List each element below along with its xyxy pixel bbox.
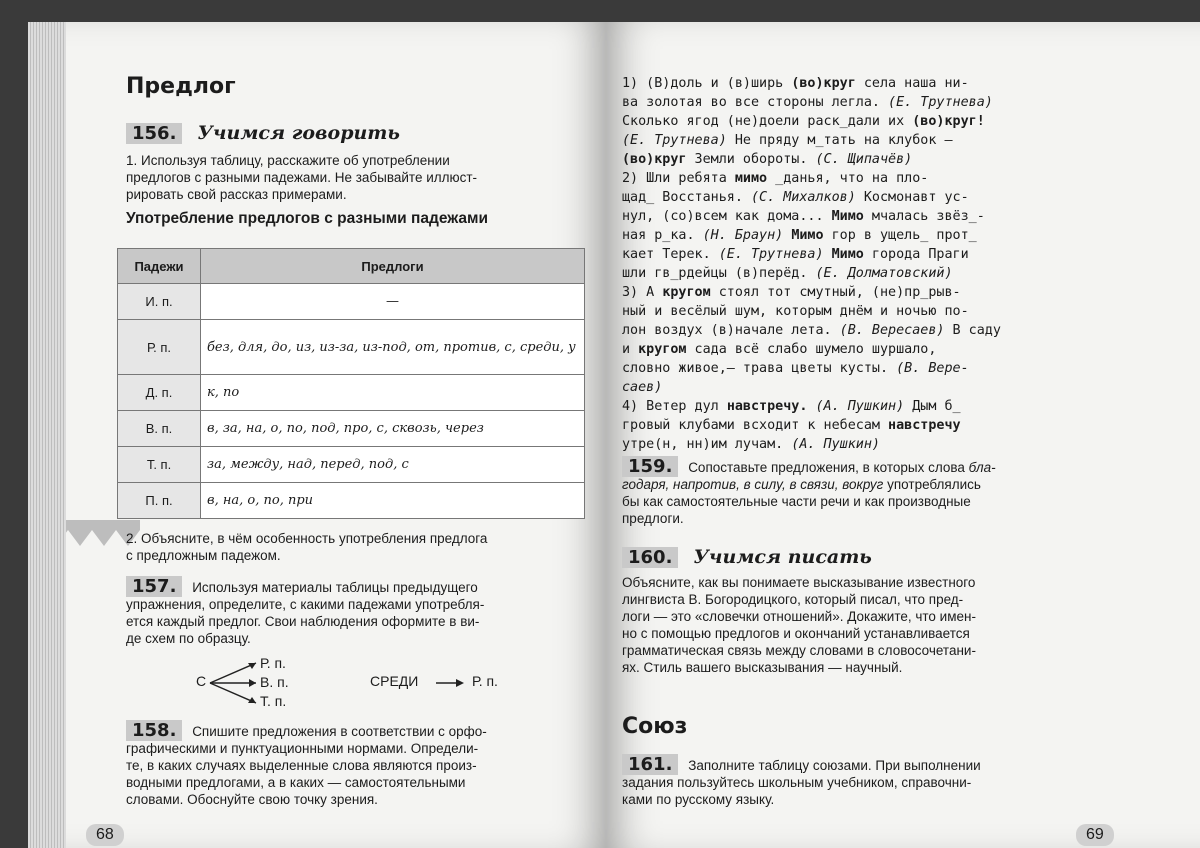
text-line: бы как самостоятельные части речи и как производные	[622, 494, 971, 509]
text-line: 2. Объясните, в чём особенность употребления предлога	[126, 531, 488, 546]
text-line: грамматическая связь между словами в словосочетани-	[622, 643, 976, 658]
section-heading: Союз	[622, 714, 688, 739]
preps-cell: в, за, на, о, по, под, про, с, сквозь, через	[201, 411, 585, 447]
case-cell: П. п.	[118, 483, 201, 519]
case-cell: Д. п.	[118, 375, 201, 411]
text-line: но с помощью предлогов и окончаний устанавливается	[622, 626, 970, 641]
scheme-case: В. п.	[260, 674, 289, 690]
exercise-161	[622, 756, 1077, 808]
text-line: предлоги.	[622, 511, 684, 526]
col-header-preps: Предлоги	[201, 249, 585, 284]
preps-cell: к, по	[201, 375, 585, 411]
sentence-line: шли гв_рдейцы (в)перёд. (Е. Долматовский)	[622, 266, 953, 281]
exercise-157	[126, 578, 586, 647]
scheme-arrows	[208, 655, 260, 711]
sentence-line: ная р_ка. (Н. Браун) Мимо гор в ущель_ прот_	[622, 228, 977, 243]
page-edges	[28, 22, 66, 848]
case-cell: Р. п.	[118, 320, 201, 375]
preps-cell: —	[201, 284, 585, 320]
text-line: лингвиста В. Богородицкого, который писал, что пред-	[622, 592, 964, 607]
text-line: предлогов с разными падежами. Не забывайте иллюст-	[126, 170, 478, 185]
case-cell: В. п.	[118, 411, 201, 447]
exercise-number: 156.	[126, 123, 182, 144]
sentence-line: кает Терек. (Е. Трутнева) Мимо города Праги	[622, 247, 969, 262]
table-title: Употребление предлогов с разными падежами	[126, 210, 489, 227]
text-line: ях. Стиль вашего высказывания — научный.	[622, 660, 903, 675]
case-cell: Т. п.	[118, 447, 201, 483]
exercise-159	[622, 458, 1077, 527]
sentence-line: лон воздух (в)начале лета. (В. Вересаев) В саду	[622, 323, 1001, 338]
text-line: графическими и пунктуационными нормами. Определи-	[126, 741, 479, 756]
page-number: 68	[86, 824, 124, 846]
table-row	[118, 320, 585, 375]
table-row	[118, 375, 585, 411]
sentence-line: Сколько ягод (не)доели раск_дали их (во)круг!	[622, 114, 985, 129]
exercise-158	[126, 722, 586, 808]
sentence-line: 2) Шли ребята мимо _данья, что на пло-	[622, 171, 929, 186]
preps-cell: в, на, о, по, при	[201, 483, 585, 519]
sentence-line: ный и весёлый шум, которым днём и ночью по-	[622, 304, 969, 319]
scheme-prep: С	[196, 673, 207, 689]
table-row	[118, 284, 585, 320]
table-row	[118, 411, 585, 447]
table-row	[118, 483, 585, 519]
text-line: рировать свой рассказ примерами.	[126, 187, 347, 202]
text-line: упражнения, определите, с какими падежами употребля-	[126, 597, 485, 612]
sentence-line: 3) А кругом стоял тот смутный, (не)пр_рыв-	[622, 285, 961, 300]
exercise-number: 157.	[126, 576, 182, 597]
sentence-line: утре(н, нн)им лучам. (А. Пушкин)	[622, 437, 880, 452]
text-line: Заполните таблицу союзами. При выполнении	[688, 758, 981, 773]
scheme-case: Р. п.	[472, 673, 498, 689]
text-line: ками по русскому языку.	[622, 792, 775, 807]
case-cell: И. п.	[118, 284, 201, 320]
exercise-156-text	[126, 152, 586, 203]
exercise-158-sentences	[622, 74, 1077, 454]
page-number: 69	[1076, 824, 1114, 846]
text-line: водными предлогами, а в каких — самостоятельными	[126, 775, 466, 790]
preps-cell: без, для, до, из, из-за, из-под, от, против, с, среди, у	[201, 320, 585, 375]
sentence-line: (Е. Трутнева) Не пряду м_тать на клубок —	[622, 133, 953, 148]
table-header-row	[118, 249, 585, 284]
text-line: задания пользуйтесь школьным учебником, справочни-	[622, 775, 972, 790]
text-line: Спишите предложения в соответствии с орфо-	[192, 724, 487, 739]
table-row	[118, 447, 585, 483]
exercise-number: 158.	[126, 720, 182, 741]
sentence-line: (во)круг Земли обороты. (С. Щипачёв)	[622, 152, 913, 167]
text-line: логи — это «словечки отношений». Докажите, что имен-	[622, 609, 976, 624]
scheme-case: Т. п.	[260, 693, 287, 709]
exercise-title: Учимся писать	[693, 546, 872, 568]
exercise-160-header	[622, 546, 872, 568]
text-line: 1. Используя таблицу, расскажите об употреблении	[126, 153, 450, 168]
text-line: ется каждый предлог. Свои наблюдения оформите в ви-	[126, 614, 480, 629]
case-scheme	[190, 655, 530, 713]
exercise-number: 160.	[622, 547, 678, 568]
exercise-number: 159.	[622, 456, 678, 477]
sentence-line: 4) Ветер дул навстречу. (А. Пушкин) Дым б_	[622, 399, 961, 414]
text-line: Используя материалы таблицы предыдущего	[192, 580, 478, 595]
sentence-line: гровый клубами всходит к небесам навстречу	[622, 418, 961, 433]
text-line: те, в каких случаях выделенные слова являются произ-	[126, 758, 477, 773]
section-heading: Предлог	[126, 74, 236, 99]
sentence-line: щад_ Восстанья. (С. Михалков) Космонавт ус-	[622, 190, 969, 205]
preps-cell: за, между, над, перед, под, с	[201, 447, 585, 483]
sentence-line: саев)	[622, 380, 663, 395]
sentence-line: ва золотая во все стороны легла. (Е. Трутнева)	[622, 95, 993, 110]
sentence-line: словно живое,— трава цветы кусты. (В. Вере-	[622, 361, 969, 376]
text-line: Сопоставьте предложения, в которых слова бла-	[688, 460, 996, 475]
exercise-title: Учимся говорить	[197, 122, 400, 144]
scheme-prep: СРЕДИ	[370, 673, 419, 689]
arrow-icon	[436, 677, 466, 689]
sentence-line: и кругом сада всё слабо шумело шуршало,	[622, 342, 937, 357]
text-line: с предложным падежом.	[126, 548, 281, 563]
sentence-line: 1) (В)доль и (в)ширь (во)круг села наша ни-	[622, 76, 969, 91]
text-line: Объясните, как вы понимаете высказывание известного	[622, 575, 976, 590]
col-header-cases: Падежи	[118, 249, 201, 284]
text-line: словами. Обоснуйте свою точку зрения.	[126, 792, 378, 807]
prepositions-table	[117, 248, 585, 519]
exercise-number: 161.	[622, 754, 678, 775]
text-line: годаря, напротив, в силу, в связи, вокруг употреблялись	[622, 477, 981, 492]
exercise-160-text	[622, 574, 1077, 676]
exercise-156-header	[126, 122, 400, 144]
scheme-case: Р. п.	[260, 655, 286, 671]
text-line: де схем по образцу.	[126, 631, 251, 646]
exercise-156-task2	[126, 530, 586, 564]
sentence-line: нул, (со)всем как дома... Мимо мчалась звёз_-	[622, 209, 985, 224]
